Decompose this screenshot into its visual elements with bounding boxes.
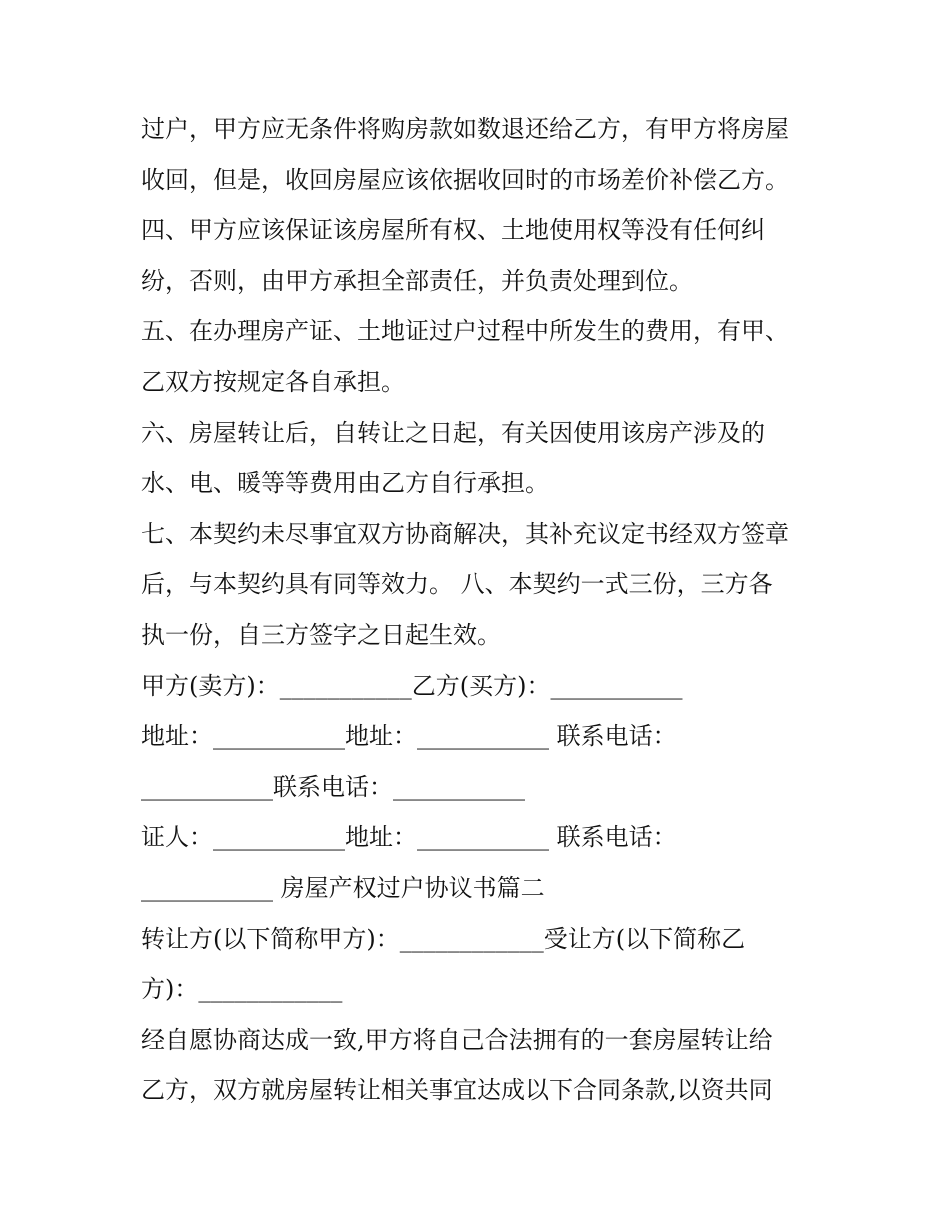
- address-phone-line: 地址：___________地址：___________ 联系电话：: [141, 722, 677, 751]
- phone-line: ___________联系电话：___________: [141, 772, 525, 801]
- clause-8-line-3: 执一份，自三方签字之日起生效。: [141, 620, 501, 649]
- document-body: [141, 104, 821, 1116]
- clause-5-line-1: 五、在办理房产证、土地证过户过程中所发生的费用，有甲、: [141, 317, 789, 346]
- transferor-transferee-line: 转让方(以下简称甲方)：____________受让方(以下简称乙: [141, 924, 746, 953]
- agreement-intro-line-2: 乙方，双方就房屋转让相关事宜达成以下合同条款,以资共同: [141, 1076, 773, 1105]
- clause-4-line-2: 纷，否则，由甲方承担全部责任，并负责处理到位。: [141, 266, 693, 295]
- clause-6-line-1: 六、房屋转让后，自转让之日起，有关因使用该房产涉及的: [141, 418, 765, 447]
- clause-6-line-2: 水、电、暖等等费用由乙方自行承担。: [141, 469, 549, 498]
- clause-7-line-1: 七、本契约未尽事宜双方协商解决，其补充议定书经双方签章: [141, 519, 789, 548]
- text-line-2: 收回，但是，收回房屋应该依据收回时的市场差价补偿乙方。: [141, 165, 789, 194]
- clause-5-line-2: 乙双方按规定各自承担。: [141, 367, 405, 396]
- witness-line: 证人：___________地址：___________ 联系电话：: [141, 823, 677, 852]
- agreement-intro-line-1: 经自愿协商达成一致,甲方将自己合法拥有的一套房屋转让给: [141, 1025, 773, 1054]
- party-signature-line: 甲方(卖方)：___________乙方(买方)：___________: [141, 671, 683, 700]
- text-line-1: 过户，甲方应无条件将购房款如数退还给乙方，有甲方将房屋: [141, 115, 789, 143]
- section-title-line: ___________ 房屋产权过户协议书篇二: [141, 873, 545, 902]
- clause-4-line-1: 四、甲方应该保证该房屋所有权、土地使用权等没有任何纠: [141, 216, 765, 245]
- transferee-continued-line: 方)：____________: [141, 975, 343, 1004]
- clause-7-8-line-2: 后，与本契约具有同等效力。 八、本契约一式三份，三方各: [141, 570, 773, 599]
